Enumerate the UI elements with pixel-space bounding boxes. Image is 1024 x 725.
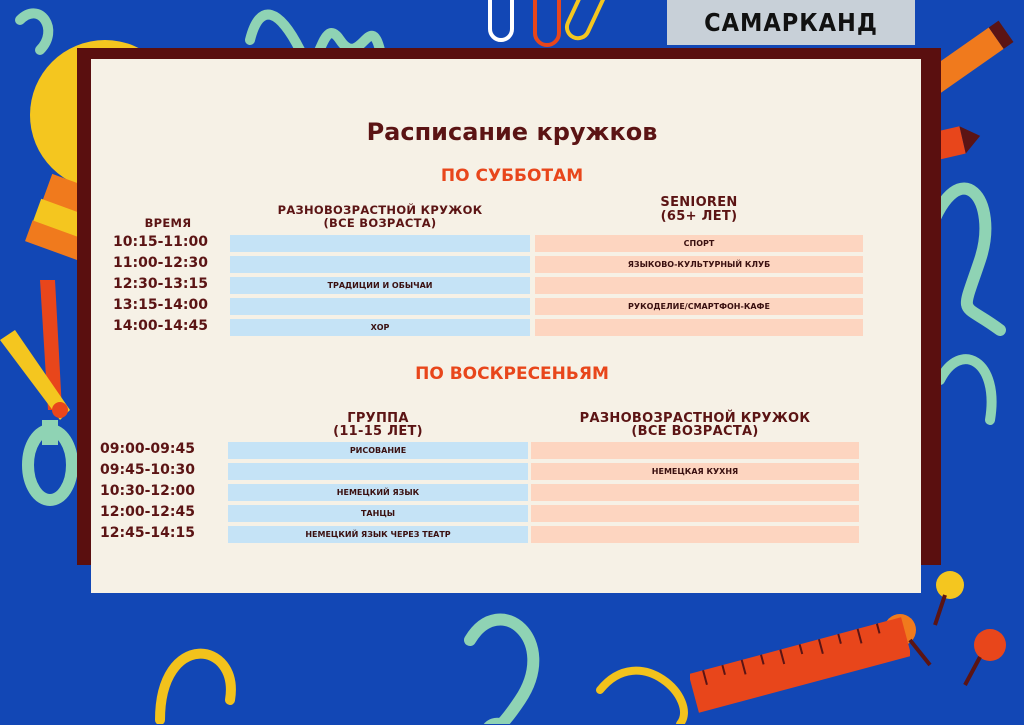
sat-col1-header: РАЗНОВОЗРАСТНОЙ КРУЖОК (ВСЕ ВОЗРАСТА) — [277, 203, 483, 230]
activity-cell: СПОРТ — [535, 235, 863, 252]
activity-cell — [230, 235, 530, 252]
time-slot: 14:00-14:45 — [113, 318, 208, 334]
place-label: САМАРКАНД — [667, 0, 915, 45]
activity-cell: ТРАДИЦИИ И ОБЫЧАИ — [230, 277, 530, 294]
time-slot: 09:00-09:45 — [100, 441, 195, 457]
activity-cell — [535, 277, 863, 294]
sun-col2-header: РАЗНОВОЗРАСТНОЙ КРУЖОК (ВСЕ ВОЗРАСТА) — [579, 411, 811, 439]
time-slot: 09:45-10:30 — [100, 462, 195, 478]
activity-cell: ЯЗЫКОВО-КУЛЬТУРНЫЙ КЛУБ — [535, 256, 863, 273]
activity-cell: РИСОВАНИЕ — [228, 442, 528, 459]
saturday-heading: ПО СУББОТАМ — [440, 166, 584, 186]
activity-cell — [535, 319, 863, 336]
time-slot: 12:30-13:15 — [113, 276, 208, 292]
activity-cell — [230, 256, 530, 273]
activity-cell: НЕМЕЦКИЙ ЯЗЫК ЧЕРЕЗ ТЕАТР — [228, 526, 528, 543]
time-header: ВРЕМЯ — [144, 216, 192, 230]
activity-cell: НЕМЕЦКИЙ ЯЗЫК — [228, 484, 528, 501]
sunday-heading: ПО ВОСКРЕСЕНЬЯМ — [415, 364, 609, 384]
time-slot: 10:30-12:00 — [100, 483, 195, 499]
ruler-icon — [690, 605, 910, 725]
activity-cell: ХОР — [230, 319, 530, 336]
time-slot: 11:00-12:30 — [113, 255, 208, 271]
time-slot: 10:15-11:00 — [113, 234, 208, 250]
time-slot: 13:15-14:00 — [113, 297, 208, 313]
activity-cell: РУКОДЕЛИЕ/СМАРТФОН-КАФЕ — [535, 298, 863, 315]
activity-cell: ТАНЦЫ — [228, 505, 528, 522]
activity-cell — [531, 484, 859, 501]
time-slot: 12:00-12:45 — [100, 504, 195, 520]
activity-cell — [228, 463, 528, 480]
page-title: Расписание кружков — [366, 118, 658, 146]
sun-col1-header: ГРУППА (11-15 ЛЕТ) — [333, 411, 423, 439]
sat-col2-header: SENIOREN (65+ ЛЕТ) — [660, 195, 738, 224]
activity-cell — [531, 505, 859, 522]
activity-cell — [230, 298, 530, 315]
activity-cell — [531, 442, 859, 459]
activity-cell: НЕМЕЦКАЯ КУХНЯ — [531, 463, 859, 480]
activity-cell — [531, 526, 859, 543]
time-slot: 12:45-14:15 — [100, 525, 195, 541]
